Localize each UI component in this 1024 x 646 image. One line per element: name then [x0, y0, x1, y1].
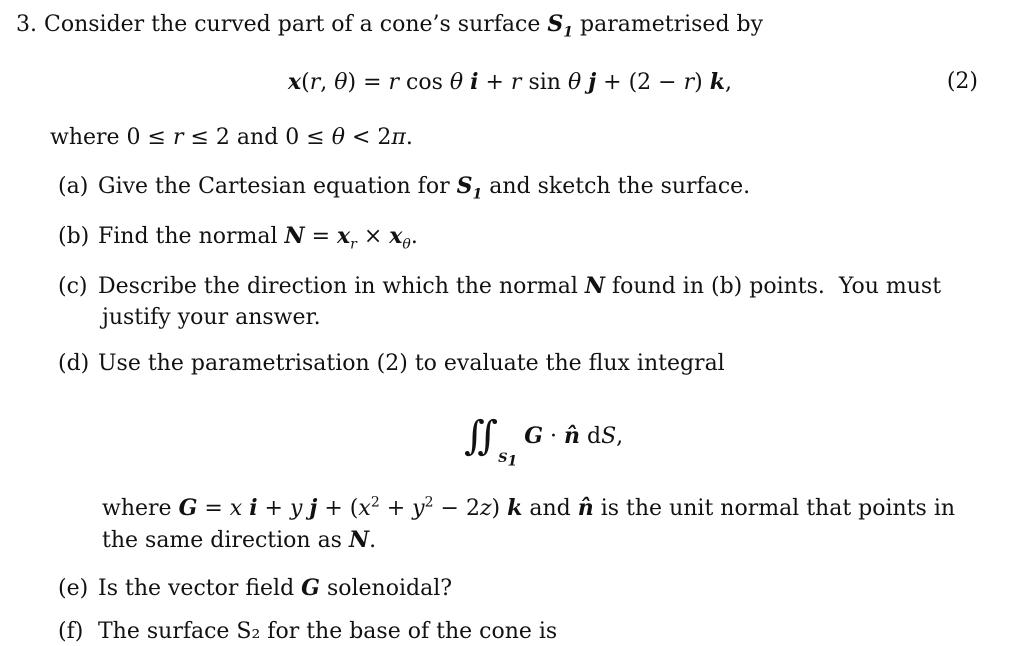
where-text: where 0 ≤ r ≤ 2 and 0 ≤ θ < 2π.	[50, 125, 413, 150]
intro-tail: parametrised by	[580, 12, 764, 37]
question-number: 3.	[16, 12, 37, 37]
surface-symbol: $S_1$	[547, 11, 574, 41]
part-d-where2: the same direction as N.	[102, 527, 377, 553]
intro-text: Consider the curved part of a cone’s surface	[44, 12, 541, 37]
part-d-where1: where G = x i + y $j + (x^2 + y^2 - 2z)$ k and n̂ is the unit normal that points in	[102, 494, 956, 521]
flux-integral: $∬_{S_1}$ G · n̂ dS,	[464, 413, 624, 470]
part-d: (d) Use the parametrisation (2) to evaluate the flux integral	[58, 351, 725, 376]
question-intro	[16, 10, 763, 39]
part-a: (a) Give the Cartesian equation for $S_1$ and sketch the surface.	[58, 173, 751, 203]
part-f-cut: (f) The surface S₂ for the base of the cone is	[58, 619, 558, 644]
part-b: (b) Find the normal $N = x_r \times x_\theta$.	[58, 223, 418, 253]
part-c-line2: justify your answer.	[102, 305, 321, 330]
equation-number: (2)	[946, 69, 978, 94]
equation-display: x(r, θ) = r cos θ i + r sin θ j + (2 − r) k,	[288, 69, 732, 95]
part-e: (e) Is the vector field G solenoidal?	[58, 575, 453, 601]
part-c-line1: (c) Describe the direction in which the normal N found in (b) points. You must	[58, 273, 942, 299]
double-integral-icon: ∬	[464, 413, 499, 459]
